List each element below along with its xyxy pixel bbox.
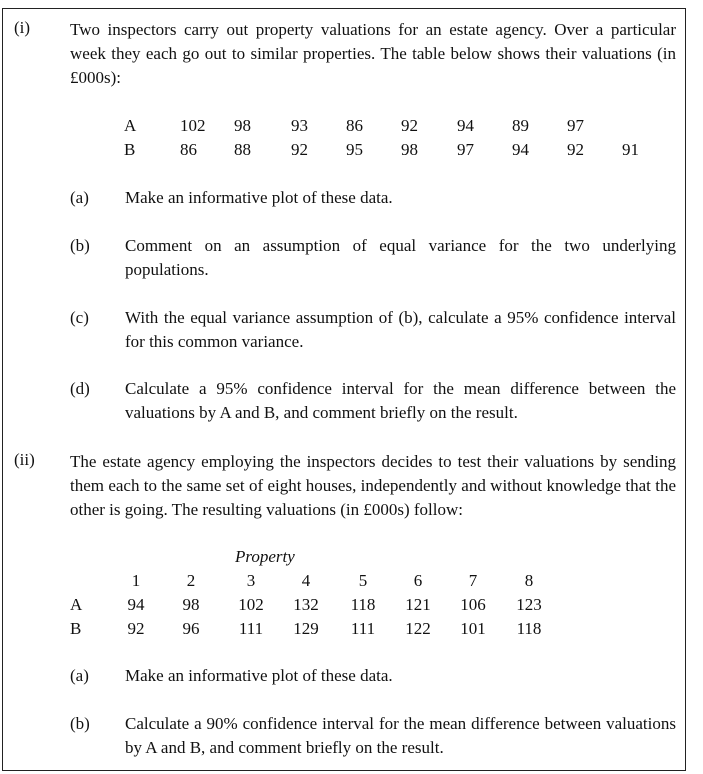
table-cell: 123 [516,595,542,614]
question-label: (a) [70,188,89,207]
column-header: 7 [468,571,478,590]
table-cell: 111 [350,619,376,638]
question-label: (b) [70,236,90,255]
table-cell: 111 [238,619,264,638]
table-cell: 86 [346,116,363,135]
table-cell: 92 [127,619,145,638]
column-header: 5 [358,571,368,590]
table-cell: 94 [127,595,145,614]
property-caption: Property [235,547,295,566]
row-header: A [70,595,83,614]
table-cell: 86 [180,140,197,159]
table-cell: 129 [293,619,319,638]
table-cell: 101 [460,619,486,638]
column-header: 4 [301,571,311,590]
table-cell: 122 [405,619,431,638]
table-header-row [70,569,558,593]
table-cell: 98 [182,595,200,614]
column-header: 3 [246,571,256,590]
table-cell: 95 [346,140,363,159]
table-cell: 94 [457,116,474,135]
part-ii-intro: The estate agency employing the inspectors decides to test their valuations by sending them each to the same set of eight houses, independently and without knowledge that the other is going. The resulting valuations (in £000s) follow: [70,452,676,519]
table-cell: 106 [460,595,486,614]
column-header: 6 [413,571,423,590]
table-cell: 98 [234,116,251,135]
table-cell: 96 [182,619,200,638]
table-cell: 102 [180,116,206,135]
row-header: A [124,116,137,135]
question-text: Calculate a 95% confidence interval for the mean difference between the valuations by A and B, and comment briefly on the result. [125,379,676,422]
table-row [70,617,558,641]
question-text: Make an informative plot of these data. [125,666,393,685]
table-cell: 91 [622,140,639,159]
part-i-intro: Two inspectors carry out property valuations for an estate agency. Over a particular week they each go out to similar properties. The table below shows their valuations (in £000s): [70,20,676,87]
row-header: B [124,140,136,159]
table-cell: 94 [512,140,529,159]
table-cell-empty [622,114,652,138]
table-cell: 97 [457,140,474,159]
part-i-valuation-table [124,114,652,162]
table-row [70,593,558,617]
table-cell: 92 [401,116,418,135]
row-header: B [70,619,82,638]
column-header: 1 [131,571,141,590]
question-label: (c) [70,308,89,327]
table-cell: 102 [238,595,264,614]
part-i-label: (i) [14,18,31,37]
table-cell: 97 [567,116,584,135]
question-label: (a) [70,666,89,685]
part-ii-label: (ii) [14,450,35,469]
table-cell: 132 [293,595,319,614]
part-ii-valuation-table [70,569,558,641]
question-label: (b) [70,714,90,733]
table-cell: 98 [401,140,418,159]
question-label: (d) [70,379,90,398]
table-cell: 89 [512,116,529,135]
question-text: With the equal variance assumption of (b), calculate a 95% confidence interval for this common variance. [125,308,676,351]
table-cell: 121 [405,595,431,614]
table-cell: 118 [350,595,376,614]
table-cell: 118 [516,619,542,638]
column-header: 8 [524,571,534,590]
question-text: Comment on an assumption of equal variance for the two underlying populations. [125,236,676,279]
corner-cell [70,569,116,593]
question-text: Make an informative plot of these data. [125,188,393,207]
table-cell: 92 [567,140,584,159]
table-cell: 88 [234,140,251,159]
table-cell: 92 [291,140,308,159]
table-row [124,114,652,138]
column-header: 2 [186,571,196,590]
table-cell: 93 [291,116,308,135]
question-text: Calculate a 90% confidence interval for the mean difference between valuations by A and B, and comment briefly on the result. [125,714,676,757]
table-row [124,138,652,162]
